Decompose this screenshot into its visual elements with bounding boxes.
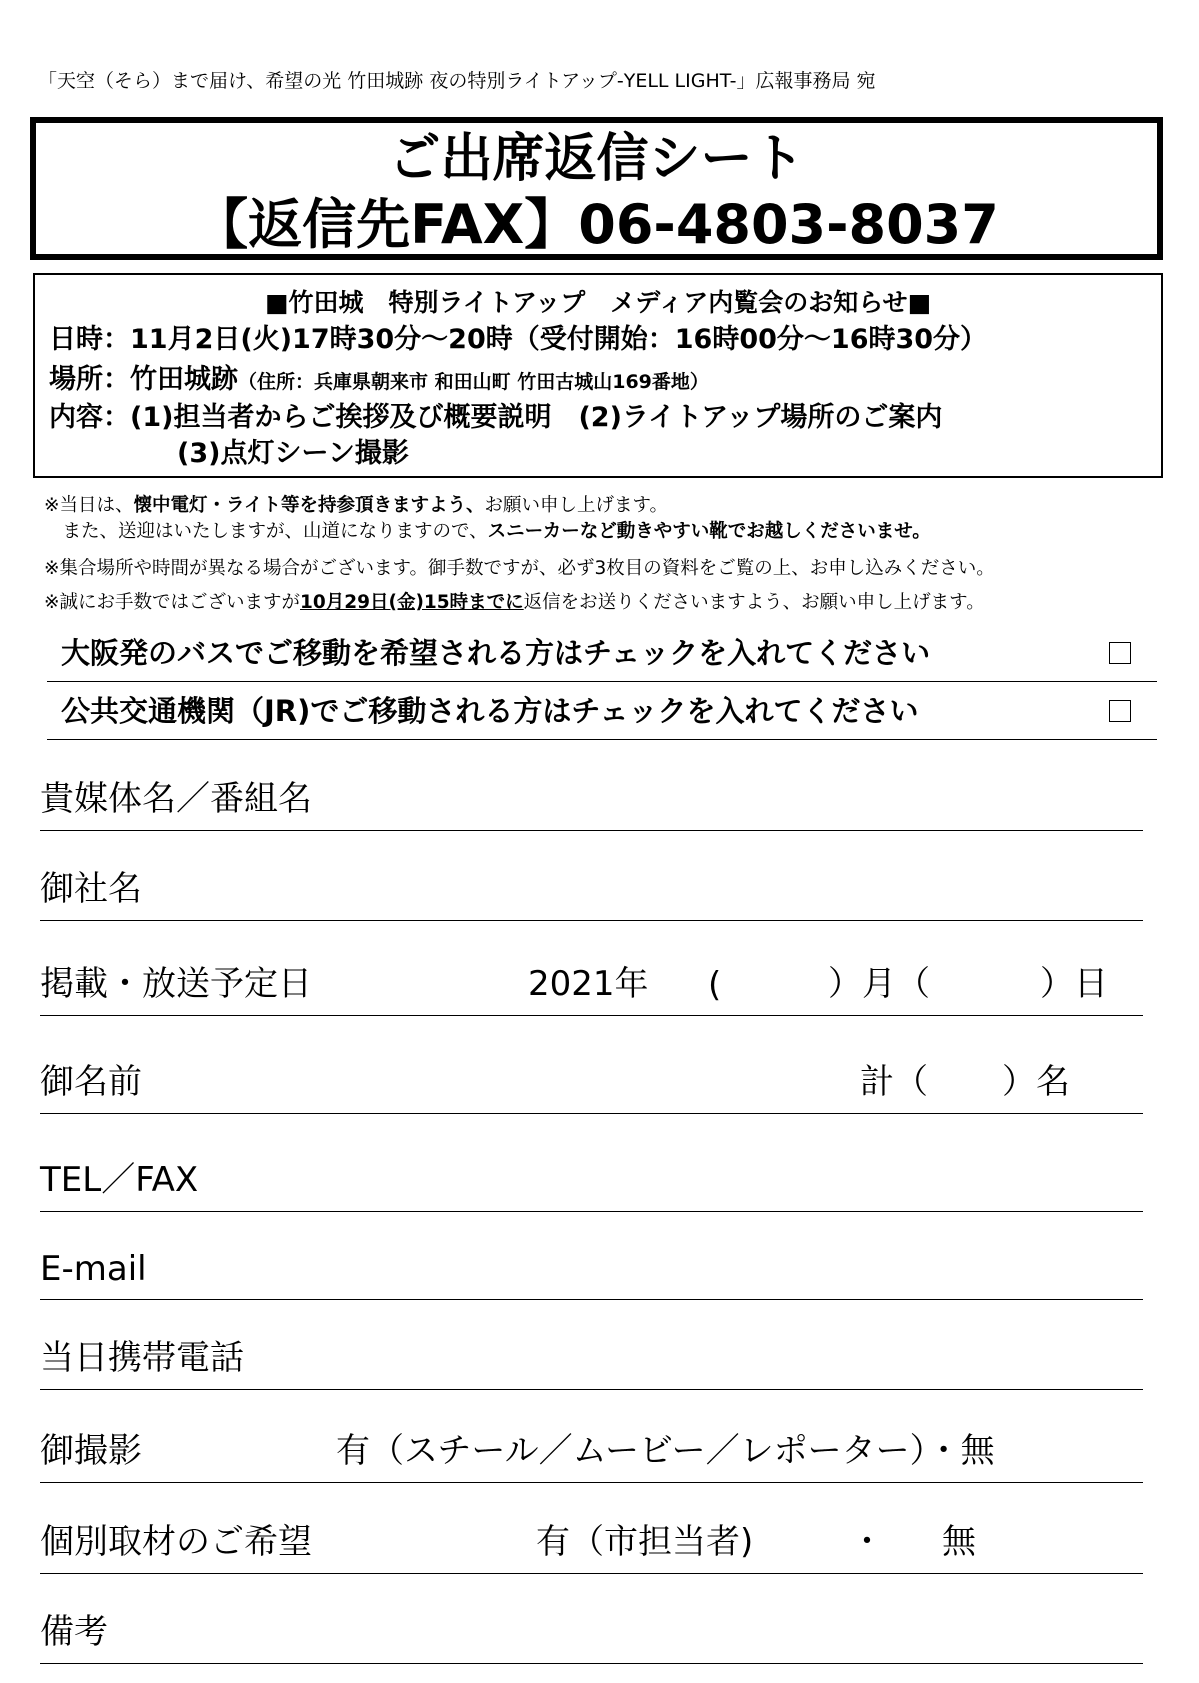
- note-4-text-c: 返信をお送りくださいますよう、お願い申し上げます。: [523, 592, 985, 613]
- attendee-name-label: 御名前: [40, 1062, 142, 1102]
- interview-label: 個別取材のご希望: [40, 1522, 312, 1562]
- shooting-label: 御撮影: [40, 1431, 142, 1471]
- event-content-line2: (3)点灯シーン撮影: [177, 438, 409, 469]
- shooting-options: 有（スチール／ムービー／レポーター）・無: [336, 1431, 995, 1471]
- event-place-label: 場所：竹田城跡: [49, 364, 238, 395]
- shooting-field[interactable]: [40, 1420, 1143, 1483]
- jr-checkbox[interactable]: [1109, 700, 1131, 722]
- jr-check-row[interactable]: [47, 683, 1157, 740]
- email-field[interactable]: [40, 1240, 1143, 1300]
- interview-yes: 有（市担当者): [536, 1522, 754, 1562]
- publish-date-field[interactable]: [40, 950, 1143, 1016]
- publish-year: 2021年: [528, 964, 649, 1004]
- recipient-line: 「天空（そら）まで届け、希望の光 竹田城跡 夜の特別ライトアップ-YELL LIGHT-」広報事務局 宛: [38, 70, 876, 92]
- note-4-text-a: ※誠にお手数ではございますが: [44, 592, 301, 613]
- publish-open-paren: (: [708, 965, 722, 1005]
- publish-day: ）日: [1040, 964, 1108, 1004]
- note-2: [44, 517, 931, 543]
- note-1: [44, 491, 668, 517]
- interview-dot: ・: [850, 1522, 884, 1562]
- note-4: [44, 588, 985, 614]
- media-name-label: 貴媒体名／番組名: [40, 779, 312, 819]
- note-1-text-a: ※当日は、: [44, 495, 134, 516]
- event-place: [49, 357, 709, 396]
- event-info-heading: ■竹田城 特別ライトアップ メディア内覧会のお知らせ■: [264, 288, 932, 317]
- email-label: E-mail: [40, 1249, 147, 1289]
- publish-month: ）月（: [828, 964, 930, 1004]
- event-place-address: （住所：兵庫県朝来市 和田山町 竹田古城山169番地）: [238, 371, 709, 393]
- note-3: ※集合場所や時間が異なる場合がございます。御手数ですが、必ず3枚目の資料をご覧の上、お申し込みください。: [44, 558, 995, 579]
- attendee-name-field[interactable]: [40, 1050, 1143, 1114]
- sheet-title: ご出席返信シート: [388, 129, 805, 189]
- tel-fax-field[interactable]: [40, 1150, 1143, 1212]
- tel-fax-label: TEL／FAX: [40, 1160, 199, 1200]
- company-name-label: 御社名: [40, 869, 142, 909]
- publish-date-label: 掲載・放送予定日: [40, 964, 312, 1004]
- attendee-count-prefix: 計（: [860, 1062, 928, 1102]
- bus-check-row[interactable]: [47, 625, 1157, 682]
- remarks-label: 備考: [40, 1612, 108, 1652]
- interview-no: 無: [942, 1522, 976, 1562]
- mobile-phone-field[interactable]: [40, 1330, 1143, 1390]
- fax-number-title: 【返信先FAX】06-4803-8037: [194, 193, 999, 256]
- note-4-deadline: 10月29日(金)15時までに: [300, 592, 524, 613]
- title-box: [30, 117, 1163, 260]
- bus-checkbox[interactable]: [1109, 642, 1131, 664]
- jr-check-label: 公共交通機関（JR)でご移動される方はチェックを入れてください: [61, 694, 919, 728]
- event-content-line1: 内容：(1)担当者からご挨拶及び概要説明 (2)ライトアップ場所のご案内: [49, 402, 943, 433]
- company-name-field[interactable]: [40, 860, 1143, 921]
- media-name-field[interactable]: [40, 760, 1143, 831]
- event-datetime: 日時：11月2日(火)17時30分～20時（受付開始：16時00分～16時30分）: [49, 324, 988, 355]
- bus-check-label: 大阪発のバスでご移動を希望される方はチェックを入れてください: [61, 636, 931, 670]
- note-2-text-a: また、送迎はいたしますが、山道になりますので、: [44, 521, 488, 542]
- attendee-count-suffix: ）名: [1002, 1062, 1070, 1102]
- event-info-box: [33, 273, 1163, 478]
- note-1-text-c: お願い申し上げます。: [484, 495, 668, 516]
- mobile-phone-label: 当日携帯電話: [40, 1338, 244, 1378]
- note-2-text-b: スニーカーなど動きやすい靴でお越しくださいませ。: [487, 521, 931, 542]
- note-1-text-b: 懐中電灯・ライト等を持参頂きますよう、: [133, 495, 485, 516]
- remarks-field[interactable]: [40, 1600, 1143, 1664]
- interview-field[interactable]: [40, 1510, 1143, 1574]
